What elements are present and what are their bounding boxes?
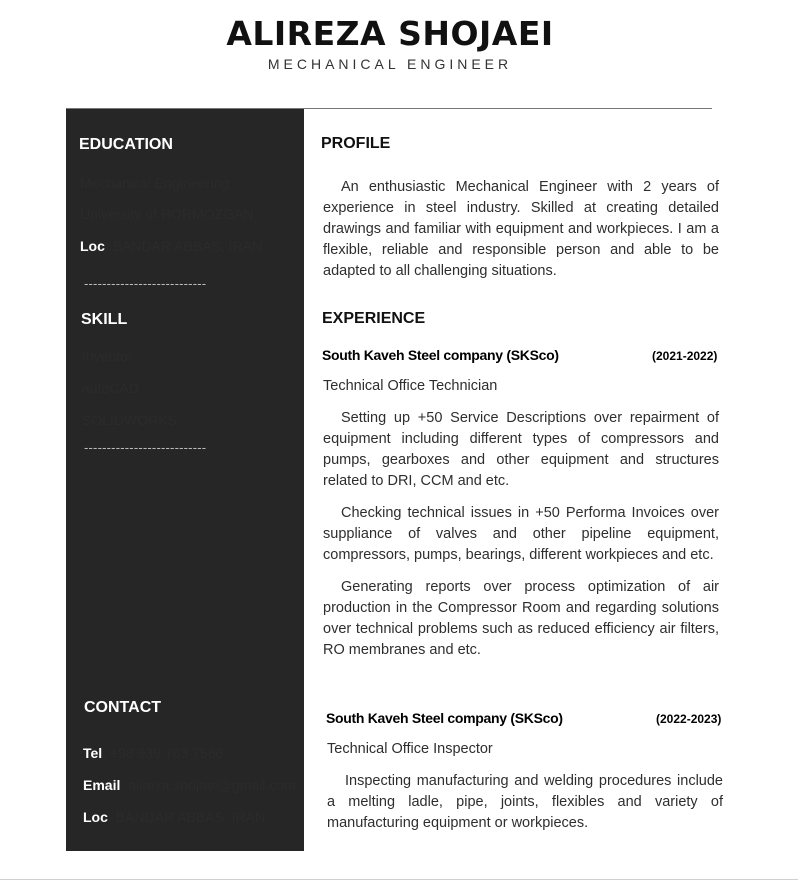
education-location-value: : BANDAR ABBAS, IRAN [104, 238, 263, 254]
job-bullet-paragraph: Checking technical issues in +50 Performa Invoices over suppliance of valves and other pipeline equipment, compressors, pumps, bearings, different workpieces and etc. [323, 505, 719, 563]
sidebar-divider-2: --------------------------- [84, 440, 207, 455]
education-heading: EDUCATION [79, 136, 173, 153]
job-company: South Kaveh Steel company (SKSco) [322, 347, 559, 363]
contact-location [83, 809, 265, 825]
contact-phone [83, 745, 223, 761]
job-bullet-paragraph: Setting up +50 Service Descriptions over repairment of equipment including different types of compressors and pumps, gearboxes and other equipment and structures related to DRI, CCM and etc. [323, 410, 719, 489]
job-role: Technical Office Technician [323, 378, 498, 394]
skill-item: Inventor [82, 348, 133, 364]
education-university: University of HORMOZGAN [80, 206, 254, 222]
profile-text: An enthusiastic Mechanical Engineer with 2 years of experience in steel industry. Skilled at creating detailed drawings and familiar with equipment and workpieces. I am a flexible, reliable and responsible person and able to be adapted to all challenging situations. [323, 179, 719, 279]
skill-item: SOLIDWORKS [82, 412, 177, 428]
contact-email-label: Email [83, 777, 121, 793]
job-role: Technical Office Inspector [327, 741, 493, 757]
resume-title: MECHANICAL ENGINEER [267, 56, 513, 72]
job-company: South Kaveh Steel company (SKSco) [326, 710, 563, 726]
skill-heading: SKILL [81, 311, 128, 328]
contact-heading: CONTACT [84, 699, 162, 716]
page-bottom-edge [0, 879, 798, 880]
contact-phone-label: Tel [83, 745, 103, 761]
profile-heading: PROFILE [321, 135, 391, 152]
sidebar-divider-1: --------------------------- [84, 276, 207, 291]
contact-location-value: : BANDAR ABBAS, IRAN [107, 809, 266, 825]
resume-name: ALIREZA SHOJAEI [226, 14, 554, 53]
education-degree: Mechanical Engineering [80, 175, 230, 191]
skill-item: autoCAD [82, 380, 139, 396]
contact-email-value: : alirexa.shojaei@gmail.com [120, 777, 296, 793]
contact-phone-value: : +98 939 763 7566 [102, 745, 224, 761]
contact-email [83, 777, 296, 793]
contact-location-label: Loc [83, 809, 108, 825]
job-dates: (2021-2022) [652, 349, 718, 363]
education-location-label: Loc [80, 238, 105, 254]
experience-heading: EXPERIENCE [322, 310, 426, 327]
job-bullet-paragraph: Generating reports over process optimization of air production in the Compressor Room and regarding solutions over technical problems such as reduced efficiency air filters, RO membranes and etc. [323, 579, 719, 658]
job-bullet-paragraph: Inspecting manufacturing and welding procedures include a melting ladle, pipe, joints, flexibles and variety of manufacturing equipment or workpieces. [327, 773, 723, 831]
education-location [80, 238, 262, 254]
job-dates: (2022-2023) [656, 712, 722, 726]
